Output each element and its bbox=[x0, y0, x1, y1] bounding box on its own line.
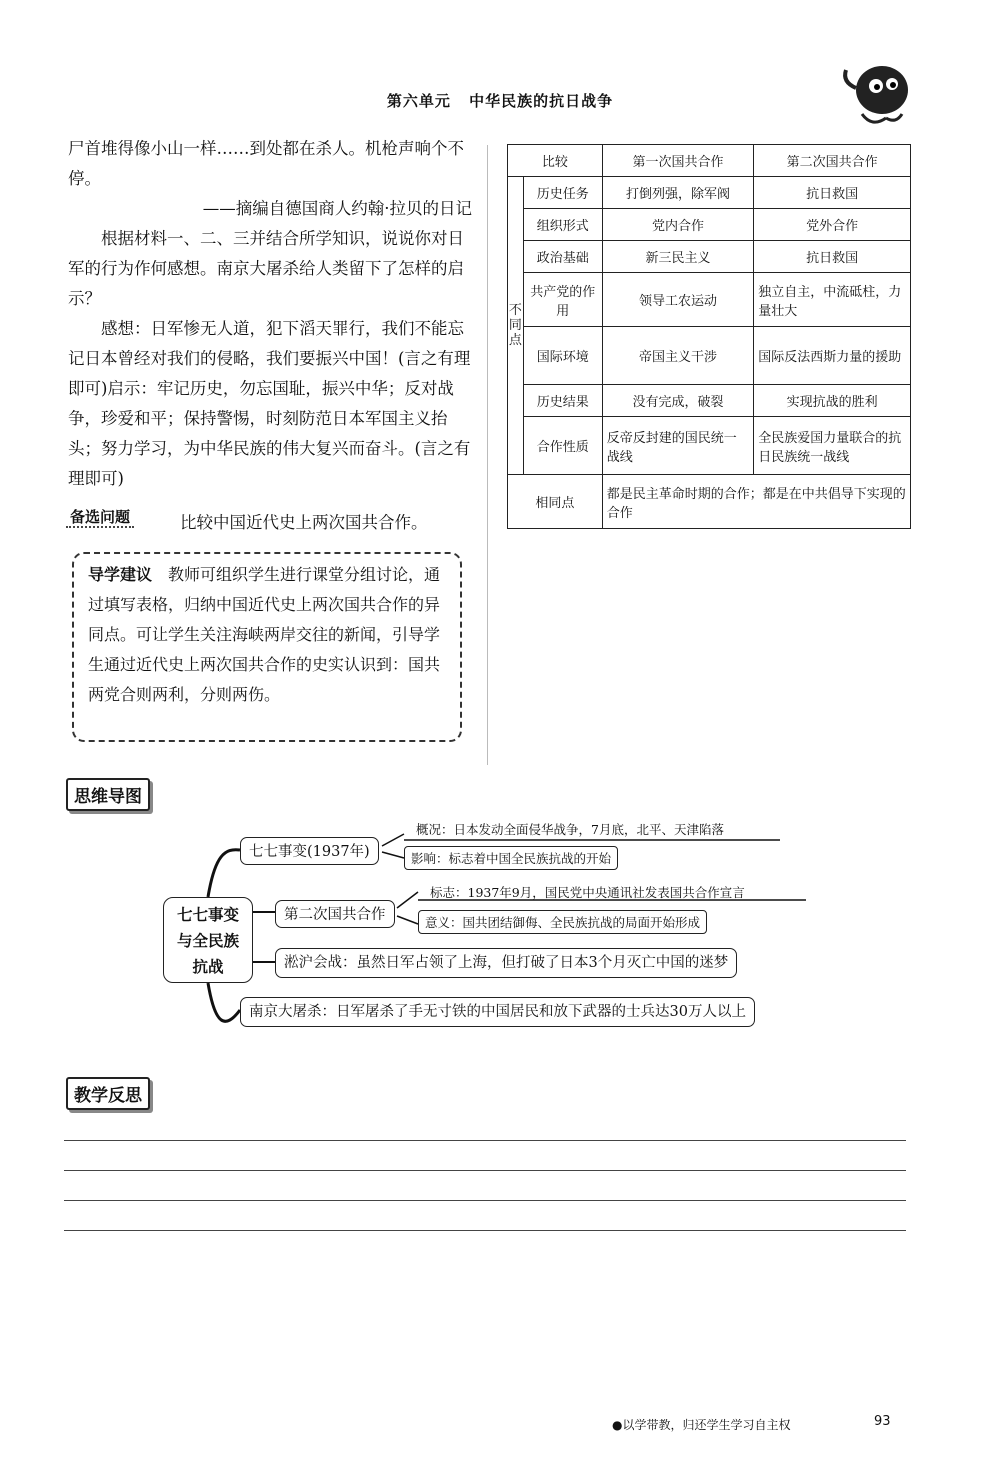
mascot-icon bbox=[832, 48, 922, 138]
table-row-label: 国际环境 bbox=[523, 327, 602, 385]
mindmap-center-node bbox=[163, 897, 253, 983]
guide-box bbox=[72, 552, 462, 742]
unit-label: 第六单元 bbox=[386, 92, 451, 110]
center-line: 七七事变 bbox=[176, 906, 239, 924]
table-same-label: 相同点 bbox=[508, 475, 603, 529]
comparison-table bbox=[507, 144, 911, 529]
table-cell: 帝国主义干涉 bbox=[602, 327, 754, 385]
table-cell: 打倒列强，除军阀 bbox=[602, 177, 754, 209]
column-divider bbox=[487, 145, 488, 765]
table-cell: 没有完成，破裂 bbox=[602, 385, 754, 417]
table-cell: 新三民主义 bbox=[602, 241, 754, 273]
table-cell: 实现抗战的胜利 bbox=[754, 385, 911, 417]
table-cell: 全民族爱国力量联合的抗日民族统一战线 bbox=[754, 417, 911, 475]
mindmap-note: 标志：1937年9月，国民党中央通讯社发表国共合作宣言 bbox=[430, 885, 745, 900]
table-cell: 国际反法西斯力量的援助 bbox=[754, 327, 911, 385]
answer-text: 感想：日军惨无人道，犯下滔天罪行，我们不能忘记日本曾经对我们的侵略，我们要振兴中国！(言之有理即可)启示：牢记历史，勿忘国耻，振兴中华；反对战争，珍爱和平；保持警惕，时刻防范日本军国主义抬头；努力学习，为中华民族的伟大复兴而奋斗。(言之有理即可) bbox=[68, 319, 471, 488]
table-cell: 反帝反封建的国民统一战线 bbox=[602, 417, 754, 475]
mindmap-node-b1: 七七事变(1937年) bbox=[240, 837, 379, 865]
table-cell: 党内合作 bbox=[602, 209, 754, 241]
center-line: 与全民族 bbox=[176, 932, 239, 950]
writing-line bbox=[64, 1230, 906, 1231]
guide-text: 教师可组织学生进行课堂分组讨论，通过填写表格，归纳中国近代史上两次国共合作的异同点。可让学生关注海峡两岸交往的新闻，引导学生通过近代史上两次国共合作的史实认识到：国共两党合则两利，分则两伤。 bbox=[88, 565, 441, 704]
table-row-label: 历史任务 bbox=[523, 177, 602, 209]
writing-line bbox=[64, 1140, 906, 1141]
quote-text: 尸首堆得像小山一样……到处都在杀人。机枪声响个不停。 bbox=[68, 139, 464, 188]
table-header-second: 第二次国共合作 bbox=[754, 145, 911, 177]
table-side-label: 不同点 bbox=[508, 177, 524, 475]
table-row-label: 合作性质 bbox=[523, 417, 602, 475]
mindmap-note: 概况：日本发动全面侵华战争，7月底，北平、天津陷落 bbox=[416, 822, 724, 837]
table-cell: 抗日救国 bbox=[754, 241, 911, 273]
table-cell: 领导工农运动 bbox=[602, 273, 754, 327]
mindmap-node-b2: 第二次国共合作 bbox=[275, 900, 395, 928]
mindmap-node-b3: 淞沪会战：虽然日军占领了上海，但打破了日本3个月灭亡中国的迷梦 bbox=[275, 948, 737, 978]
table-row-label: 共产党的作用 bbox=[523, 273, 602, 327]
table-header-first: 第一次国共合作 bbox=[602, 145, 754, 177]
backup-question-tag bbox=[66, 506, 134, 527]
mindmap-note: 影响：标志着中国全民族抗战的开始 bbox=[404, 846, 618, 870]
backup-question-label: 备选问题 bbox=[66, 508, 134, 528]
quote-source: ——摘编自德国商人约翰·拉贝的日记 bbox=[202, 199, 472, 218]
guide-title: 导学建议 bbox=[88, 565, 153, 584]
writing-line bbox=[64, 1170, 906, 1171]
footer-slogan: ●以学带教，归还学生学习自主权 bbox=[612, 1418, 791, 1432]
table-row-label: 政治基础 bbox=[523, 241, 602, 273]
unit-title: 中华民族的抗日战争 bbox=[469, 92, 614, 110]
writing-line bbox=[64, 1200, 906, 1201]
material-text bbox=[68, 134, 478, 494]
backup-question-text: 比较中国近代史上两次国共合作。 bbox=[180, 513, 428, 532]
table-row-label: 组织形式 bbox=[523, 209, 602, 241]
table-row-label: 历史结果 bbox=[523, 385, 602, 417]
reflection-section-title: 教学反思 bbox=[66, 1077, 150, 1110]
table-cell: 抗日救国 bbox=[754, 177, 911, 209]
center-line: 抗战 bbox=[192, 958, 224, 976]
mindmap-note: 意义：国共团结御侮、全民族抗战的局面开始形成 bbox=[418, 910, 707, 934]
question-text: 根据材料一、二、三并结合所学知识，说说你对日军的行为作何感想。南京大屠杀给人类留下了怎样的启示？ bbox=[68, 229, 464, 308]
mindmap-node-b4: 南京大屠杀：日军屠杀了手无寸铁的中国居民和放下武器的士兵达30万人以上 bbox=[240, 997, 755, 1027]
page-number: 93 bbox=[874, 1414, 891, 1429]
mindmap-section-title: 思维导图 bbox=[66, 778, 150, 811]
table-cell: 独立自主，中流砥柱，力量壮大 bbox=[754, 273, 911, 327]
table-same-text: 都是民主革命时期的合作；都是在中共倡导下实现的合作 bbox=[602, 475, 910, 529]
table-cell: 党外合作 bbox=[754, 209, 911, 241]
table-header-compare: 比较 bbox=[508, 145, 603, 177]
